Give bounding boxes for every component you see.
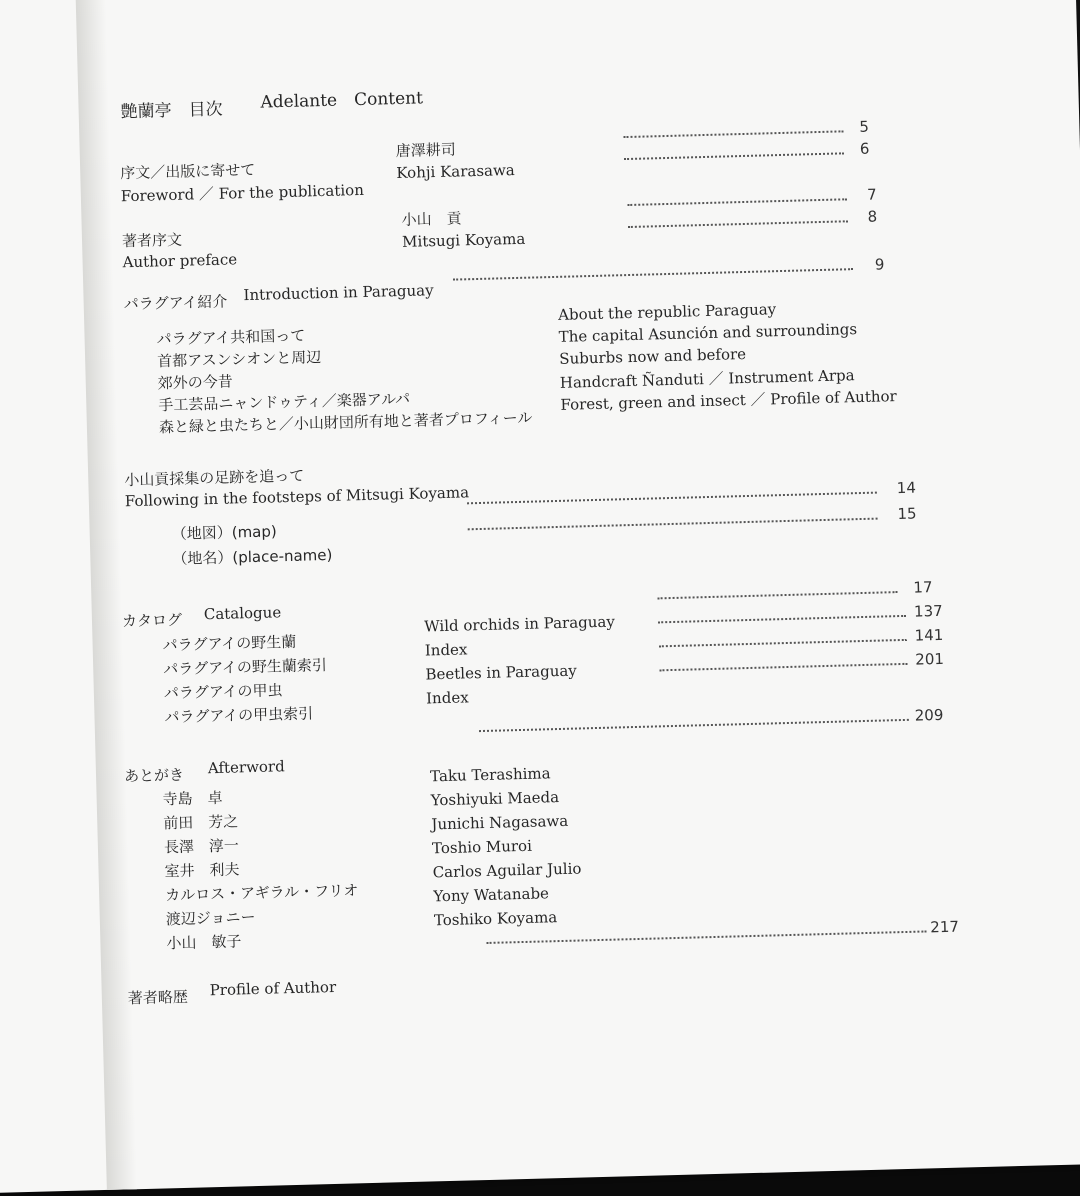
- intro-item-en: The capital Asunción and surroundings: [558, 320, 858, 346]
- catalogue-jp: カタログ: [121, 610, 183, 631]
- preface-author-en: Kohji Karasawa: [396, 160, 515, 183]
- afterword-jp: あとがき: [123, 765, 185, 786]
- leader-dots: [658, 591, 898, 599]
- afterword-name-en: Toshiko Koyama: [433, 908, 558, 930]
- catalogue-item-en: Beetles in Paraguay: [425, 661, 578, 684]
- author-preface-author-en: Mitsugi Koyama: [401, 229, 526, 251]
- preface-en: Foreword ／ For the publication: [120, 180, 365, 206]
- afterword-name-en: Carlos Aguilar Julio: [432, 859, 582, 882]
- afterword-name-en: Taku Terashima: [429, 764, 551, 786]
- intro-item-jp: 郊外の今昔: [157, 372, 234, 393]
- afterword-name-jp: カルロス・アギラル・フリオ: [164, 881, 359, 905]
- leader-dots: [623, 130, 843, 138]
- page-number: 5: [859, 117, 870, 136]
- title-jp: 艶蘭亭 目次: [120, 99, 223, 123]
- catalogue-item-en: Index: [425, 688, 469, 708]
- leader-dots: [658, 615, 906, 623]
- afterword-name-jp: 前田 芳之: [163, 812, 239, 833]
- catalogue-item-en: Index: [424, 640, 468, 660]
- intro-item-jp: 森と緑と虫たちと／小山財団所有地と著者プロフィール: [158, 408, 533, 437]
- intro-item-en: Suburbs now and before: [559, 344, 747, 368]
- footsteps-jp: 小山貢採集の足跡を追って: [124, 466, 305, 490]
- leader-dots: [628, 220, 848, 228]
- afterword-name-en: Yony Watanabe: [433, 884, 550, 906]
- author-preface-en: Author preface: [122, 250, 238, 272]
- footsteps-en: Following in the footsteps of Mitsugi Koyama: [124, 483, 470, 511]
- page-number: 6: [859, 139, 870, 158]
- intro-item-jp: 手工芸品ニャンドゥティ／楽器アルパ: [158, 389, 411, 415]
- title-en: Adelante Content: [260, 88, 424, 113]
- afterword-name-jp: 渡辺ジョニー: [165, 908, 256, 929]
- catalogue-item-jp: パラグアイの野生蘭索引: [163, 656, 328, 679]
- afterword-name-en: Yoshiyuki Maeda: [430, 788, 560, 810]
- page-number: 137: [913, 601, 943, 621]
- catalogue-item-jp: パラグアイの甲虫索引: [164, 704, 314, 727]
- profile-jp: 著者略歴: [127, 987, 189, 1008]
- page-number: 17: [913, 578, 933, 597]
- page-number: 15: [897, 504, 917, 524]
- page-number: 9: [874, 255, 885, 274]
- page-number: 201: [915, 649, 945, 669]
- leader-dots: [624, 152, 844, 160]
- leader-dots: [487, 930, 927, 944]
- leader-dots: [627, 198, 847, 206]
- afterword-name-jp: 長澤 淳一: [163, 836, 240, 857]
- page-number: 14: [896, 478, 917, 498]
- intro-item-en: Forest, green and insect ／ Profile of Author: [560, 387, 897, 414]
- preface-jp: 序文／出版に寄せて: [120, 160, 256, 183]
- catalogue-item-jp: パラグアイの甲虫: [163, 681, 283, 703]
- afterword-en: Afterword: [207, 757, 285, 778]
- page-number: 217: [930, 917, 960, 937]
- afterword-name-jp: 室井 利夫: [164, 860, 240, 881]
- catalogue-en: Catalogue: [203, 603, 282, 624]
- afterword-name-en: Junichi Nagasawa: [431, 811, 569, 834]
- intro-item-jp: パラグアイ共和国って: [156, 326, 306, 349]
- author-preface-jp: 著者序文: [121, 230, 183, 251]
- leader-dots: [659, 663, 907, 671]
- page-number: 7: [866, 185, 877, 204]
- leader-dots: [659, 639, 907, 647]
- intro-item-jp: 首都アスンシオンと周辺: [156, 348, 322, 371]
- footsteps-item: （地名）(place-name): [172, 545, 333, 569]
- leader-dots: [453, 268, 853, 280]
- intro-item-en: About the republic Paraguay: [557, 300, 777, 324]
- afterword-name-jp: 小山 敏子: [166, 932, 242, 953]
- author-preface-author-jp: 小山 貢: [401, 209, 462, 229]
- footsteps-item: （地図）(map): [171, 522, 277, 544]
- preface-author-jp: 唐澤耕司: [395, 140, 457, 161]
- page-number: 8: [867, 207, 878, 226]
- intro-item-en: Handcraft Ñanduti ／ Instrument Arpa: [559, 366, 855, 392]
- catalogue-item-jp: パラグアイの野生蘭: [162, 632, 297, 655]
- afterword-name-jp: 寺島 卓: [162, 788, 223, 809]
- afterword-name-en: Toshio Muroi: [431, 836, 533, 858]
- intro-en: Introduction in Paraguay: [243, 281, 434, 305]
- leader-dots: [467, 492, 877, 505]
- page-number: 141: [914, 625, 944, 645]
- intro-jp: パラグアイ紹介: [123, 292, 228, 314]
- profile-en: Profile of Author: [209, 977, 337, 1000]
- catalogue-item-en: Wild orchids in Paraguay: [424, 612, 616, 636]
- leader-dots: [479, 719, 909, 732]
- page-number: 209: [914, 705, 944, 725]
- leader-dots: [468, 518, 878, 531]
